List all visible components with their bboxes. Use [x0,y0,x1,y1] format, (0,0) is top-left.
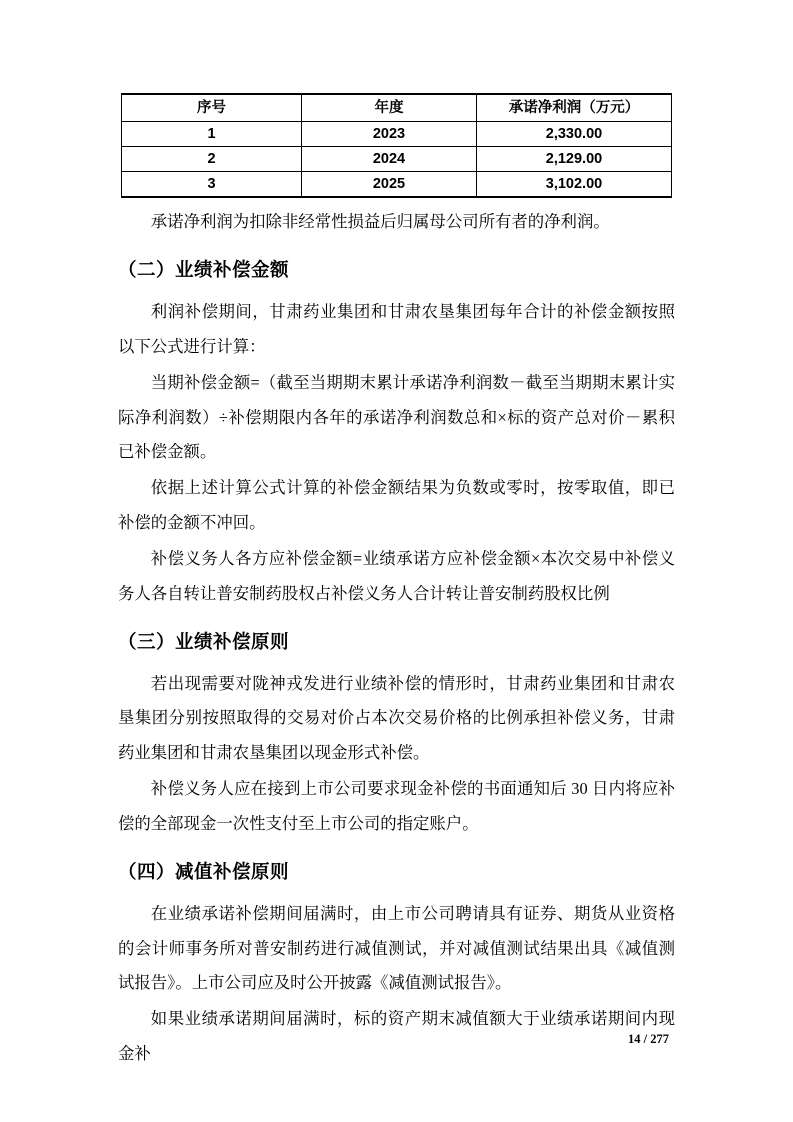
cell-index: 1 [122,122,302,147]
cell-profit: 3,102.00 [477,172,672,198]
note-paragraph: 承诺净利润为扣除非经常性损益后归属母公司所有者的净利润。 [150,212,610,231]
column-header-promised-profit: 承诺净利润（万元） [477,94,672,122]
formula-paragraph: 补偿义务人各方应补偿金额=业绩承诺方应补偿金额×本次交易中补偿义务人各自转让普安制药股权占补偿义务人合计转让普安制药股权比例 [118,549,675,603]
cell-year: 2023 [302,122,477,147]
paragraph: 利润补偿期间，甘肃药业集团和甘肃农垦集团每年合计的补偿金额按照以下公式进行计算： [118,302,675,356]
formula-paragraph: 当期补偿金额=（截至当期期末累计承诺净利润数－截至当期期末累计实际净利润数）÷补偿期限内各年的承诺净利润数总和×标的资产总对价－累积已补偿金额。 [118,373,675,462]
paragraph: 在业绩承诺补偿期间届满时，由上市公司聘请具有证券、期货从业资格的会计师事务所对普安制药进行减值测试，并对减值测试结果出具《减值测试报告》。上市公司应及时公开披露《减值测试报告》。 [118,904,675,992]
page-content [118,0,675,1073]
promised-net-profit-table [121,93,672,198]
cell-year: 2025 [302,172,477,198]
table-row [122,122,672,147]
page-number: 14 / 277 [628,1032,669,1046]
cell-profit: 2,330.00 [477,122,672,147]
paragraph: 依据上述计算公式计算的补偿金额结果为负数或零时，按零取值，即已补偿的金额不冲回。 [118,478,675,532]
paragraph: 若出现需要对陇神戎发进行业绩补偿的情形时，甘肃药业集团和甘肃农垦集团分别按照取得的交易对价占本次交易价格的比例承担补偿义务，甘肃药业集团和甘肃农垦集团以现金形式补偿。 [118,674,675,762]
column-header-index: 序号 [122,94,302,122]
section-heading-4: （四）减值补偿原则 [118,861,290,883]
section-heading-3: （三）业绩补偿原则 [118,631,290,653]
cell-index: 3 [122,172,302,198]
paragraph: 补偿义务人应在接到上市公司要求现金补偿的书面通知后 30 日内将应补偿的全部现金一次性支付至上市公司的指定账户。 [118,779,675,833]
paragraph: 如果业绩承诺期间届满时，标的资产期末减值额大于业绩承诺期间内现金补 [118,1009,675,1063]
section-heading-2: （二）业绩补偿金额 [118,259,290,281]
cell-year: 2024 [302,147,477,172]
cell-index: 2 [122,147,302,172]
table-row [122,147,672,172]
cell-profit: 2,129.00 [477,147,672,172]
table-header-row [122,94,672,122]
table-row [122,172,672,198]
column-header-year: 年度 [302,94,477,122]
